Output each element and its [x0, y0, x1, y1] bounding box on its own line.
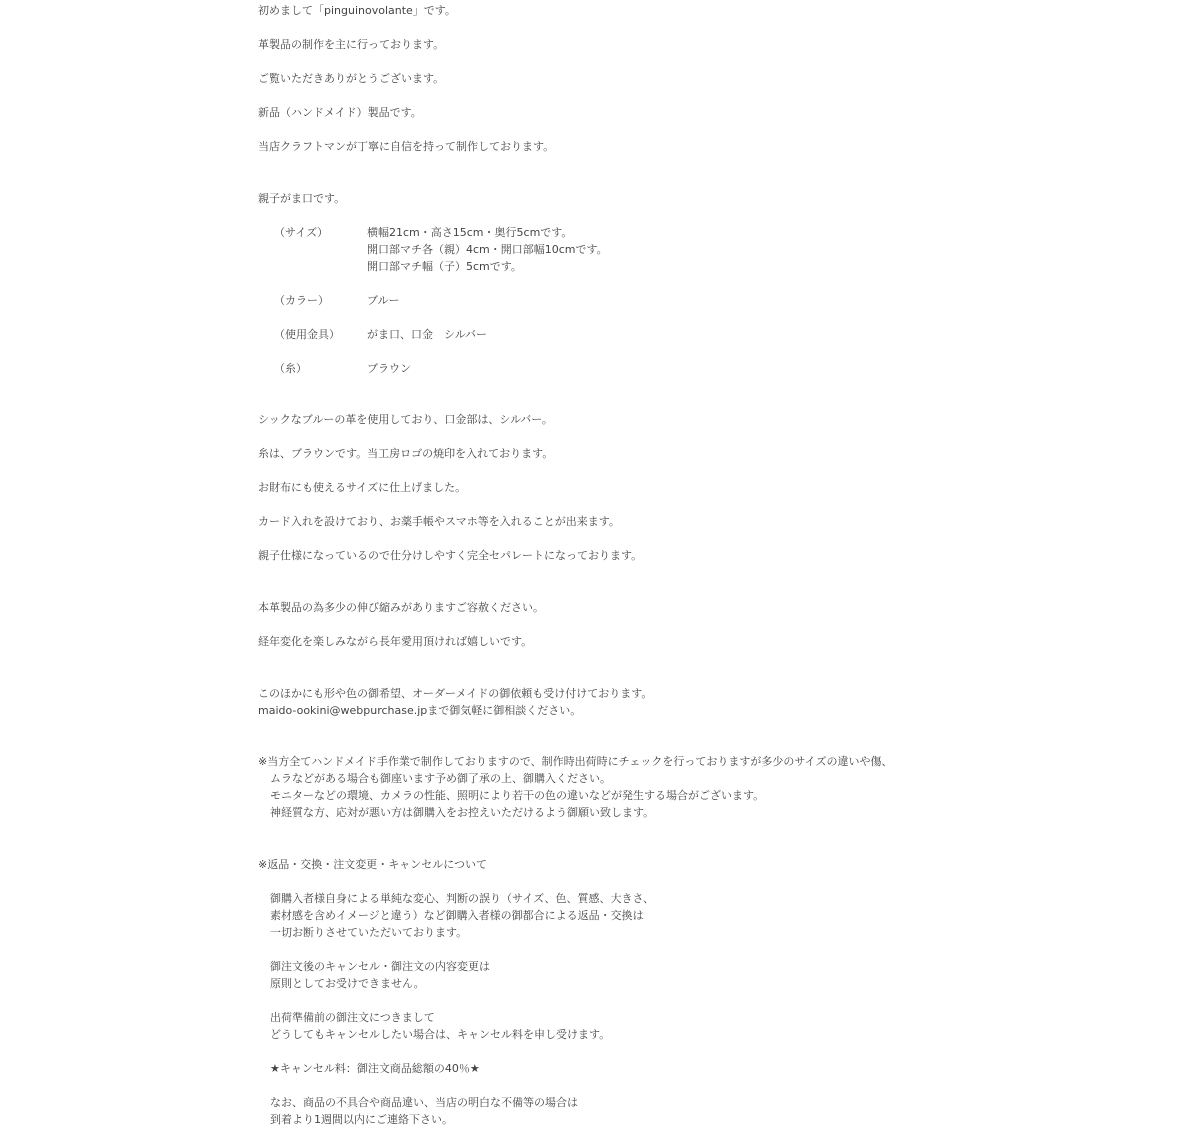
- cancel-fee-line: ★キャンセル料：御注文商品総額の40％★: [270, 1062, 480, 1075]
- description-line: カード入れを設けており、お薬手帳やスマホ等を入れることが出来ます。: [258, 515, 620, 528]
- spec-value-size: 開口部マチ各（親）4cm・開口部幅10cmです。: [367, 243, 608, 256]
- returns-title: ※返品・交換・注文変更・キャンセルについて: [258, 858, 487, 871]
- intro-line: 革製品の制作を主に行っております。: [258, 38, 445, 51]
- intro-line: ご覧いただきありがとうございます。: [258, 72, 445, 85]
- notice-line: モニターなどの環境、カメラの性能、照明により若干の色の違いなどが発生する場合がございます。: [270, 789, 765, 802]
- spec-value-size: 開口部マチ幅（子）5cmです。: [367, 260, 522, 273]
- returns-line: 一切お断りさせていただいております。: [270, 926, 468, 939]
- description-line: シックなブルーの革を使用しており、口金部は、シルバー。: [258, 413, 553, 426]
- order-email-line: maido-ookini@webpurchase.jpまで御気軽に御相談ください。: [258, 704, 582, 717]
- spec-value-color: ブルー: [367, 294, 400, 307]
- spec-value-thread: ブラウン: [367, 362, 411, 375]
- spec-label-thread: （糸）: [274, 362, 307, 375]
- returns-line: どうしてもキャンセルしたい場合は、キャンセル料を申し受けます。: [270, 1028, 611, 1041]
- returns-line: 原則としてお受けできません。: [270, 977, 425, 990]
- care-line: 経年変化を楽しみながら長年愛用頂ければ嬉しいです。: [258, 635, 533, 648]
- returns-line: 御注文後のキャンセル・御注文の内容変更は: [270, 960, 490, 973]
- returns-line: 素材感を含めイメージと違う）など御購入者様の御都合による返品・交換は: [270, 909, 644, 922]
- order-line: このほかにも形や色の御希望、オーダーメイドの御依頼も受け付けております。: [258, 687, 653, 700]
- notice-line: ムラなどがある場合も御座います予め御了承の上、御購入ください。: [270, 772, 611, 785]
- spec-label-size: （サイズ）: [274, 226, 329, 239]
- spec-value-size: 横幅21cm・高さ15cm・奥行5cmです。: [367, 226, 573, 239]
- intro-line: 新品（ハンドメイド）製品です。: [258, 106, 422, 119]
- description-line: 親子仕様になっているので仕分けしやすく完全セパレートになっております。: [258, 549, 643, 562]
- notice-line: ※当方全てハンドメイド手作業で制作しておりますので、制作時出荷時にチェックを行っておりますが多少のサイズの違いや傷、: [258, 755, 893, 768]
- notice-line: 神経質な方、応対が悪い方は御購入をお控えいただけるよう御願い致します。: [270, 806, 655, 819]
- product-title: 親子がま口です。: [258, 192, 346, 205]
- intro-line: 当店クラフトマンが丁寧に自信を持って制作しております。: [258, 140, 555, 153]
- description-line: お財布にも使えるサイズに仕上げました。: [258, 481, 467, 494]
- returns-line: 到着より1週間以内にご連絡下さい。: [270, 1113, 453, 1126]
- returns-line: なお、商品の不具合や商品違い、当店の明白な不備等の場合は: [270, 1096, 578, 1109]
- description-line: 糸は、ブラウンです。当工房ロゴの焼印を入れております。: [258, 447, 554, 460]
- spec-label-color: （カラー）: [274, 294, 329, 307]
- care-line: 本革製品の為多少の伸び縮みがありますご容赦ください。: [258, 601, 544, 614]
- intro-line: 初めまして「pinguinovolante」です。: [258, 4, 456, 17]
- returns-line: 出荷準備前の御注文につきまして: [270, 1011, 435, 1024]
- returns-line: 御購入者様自身による単純な変心、判断の誤り（サイズ、色、質感、大きさ、: [270, 892, 655, 905]
- spec-label-hardware: （使用金具）: [274, 328, 340, 341]
- spec-value-hardware: がま口、口金 シルバー: [367, 328, 487, 341]
